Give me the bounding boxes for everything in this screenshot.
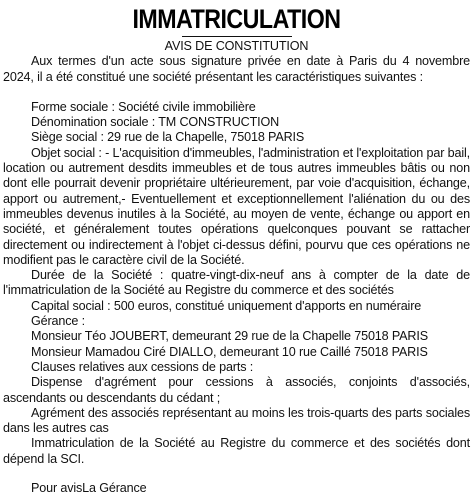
notice-headline: IMMATRICULATION <box>132 4 341 34</box>
notice-subtitle: AVIS DE CONSTITUTION <box>164 39 309 53</box>
forme-sociale: Forme sociale : Société civile immobilière <box>31 99 256 114</box>
gerant-joubert: Monsieur Téo JOUBERT, demeurant 29 rue de la Chapelle 75018 PARIS <box>31 329 428 344</box>
spacer <box>3 467 470 481</box>
spacer <box>3 85 470 100</box>
clauses-label: Clauses relatives aux cessions de parts : <box>31 359 254 374</box>
intro-paragraph: Aux termes d'un acte sous signature privée en date à Paris du 4 novembre 2024, il a été constitué une société présentant les caractéristiques suivantes : <box>3 54 470 84</box>
agrement-associes: Agrément des associés représentant au moins les trois-quarts des parts sociales dans les autres cas <box>3 405 470 436</box>
siege-social: Siège social : 29 rue de la Chapelle, 75018 PARIS <box>31 130 305 145</box>
headline-divider <box>182 36 292 37</box>
capital-social: Capital social : 500 euros, constitué uniquement d'apports en numéraire <box>31 298 422 313</box>
denomination-sociale: Dénomination sociale : TM CONSTRUCTION <box>31 115 280 130</box>
gerance-label: Gérance : <box>31 314 85 329</box>
immatriculation-rcs: Immatriculation de la Société au Registre du commerce et des sociétés dont dépend la SCI. <box>3 436 470 466</box>
dispense-agrement: Dispense d'agrément pour cessions à associés, conjoints d'associés, ascendants ou descendants du cédant ; <box>3 375 470 405</box>
duree-societe: Durée de la Société : quatre-vingt-dix-neuf ans à compter de la date de l'immatriculation de la Société au Registre du commerce et des sociétés <box>3 268 470 298</box>
gerant-diallo: Monsieur Mamadou Ciré DIALLO, demeurant 10 rue Caillé 75018 PARIS <box>31 344 428 359</box>
signature: Pour avisLa Gérance <box>31 481 147 496</box>
objet-social: Objet social : - L'acquisition d'immeubles, l'administration et l'exploitation par bail, location ou autrement desdits immeubles et de tous autres immeubles bâtis ou non dont elle pourrait devenir propriétaire ultérieurement, par voie d'acquisition, échange, apport ou autrement,- Eventuellement et exceptionnellement l'aliénation du ou des immeubles devenus inutiles à la Société, au moyen de vente, échange ou apport en société, et généralement toutes opérations quelconques pouvant se rattacher directement ou indirectement à l'objet ci-dessus défini, pourvu que ces opérations ne modifient pas le caractère civil de la Société. <box>3 145 470 267</box>
notice-body <box>3 39 470 496</box>
